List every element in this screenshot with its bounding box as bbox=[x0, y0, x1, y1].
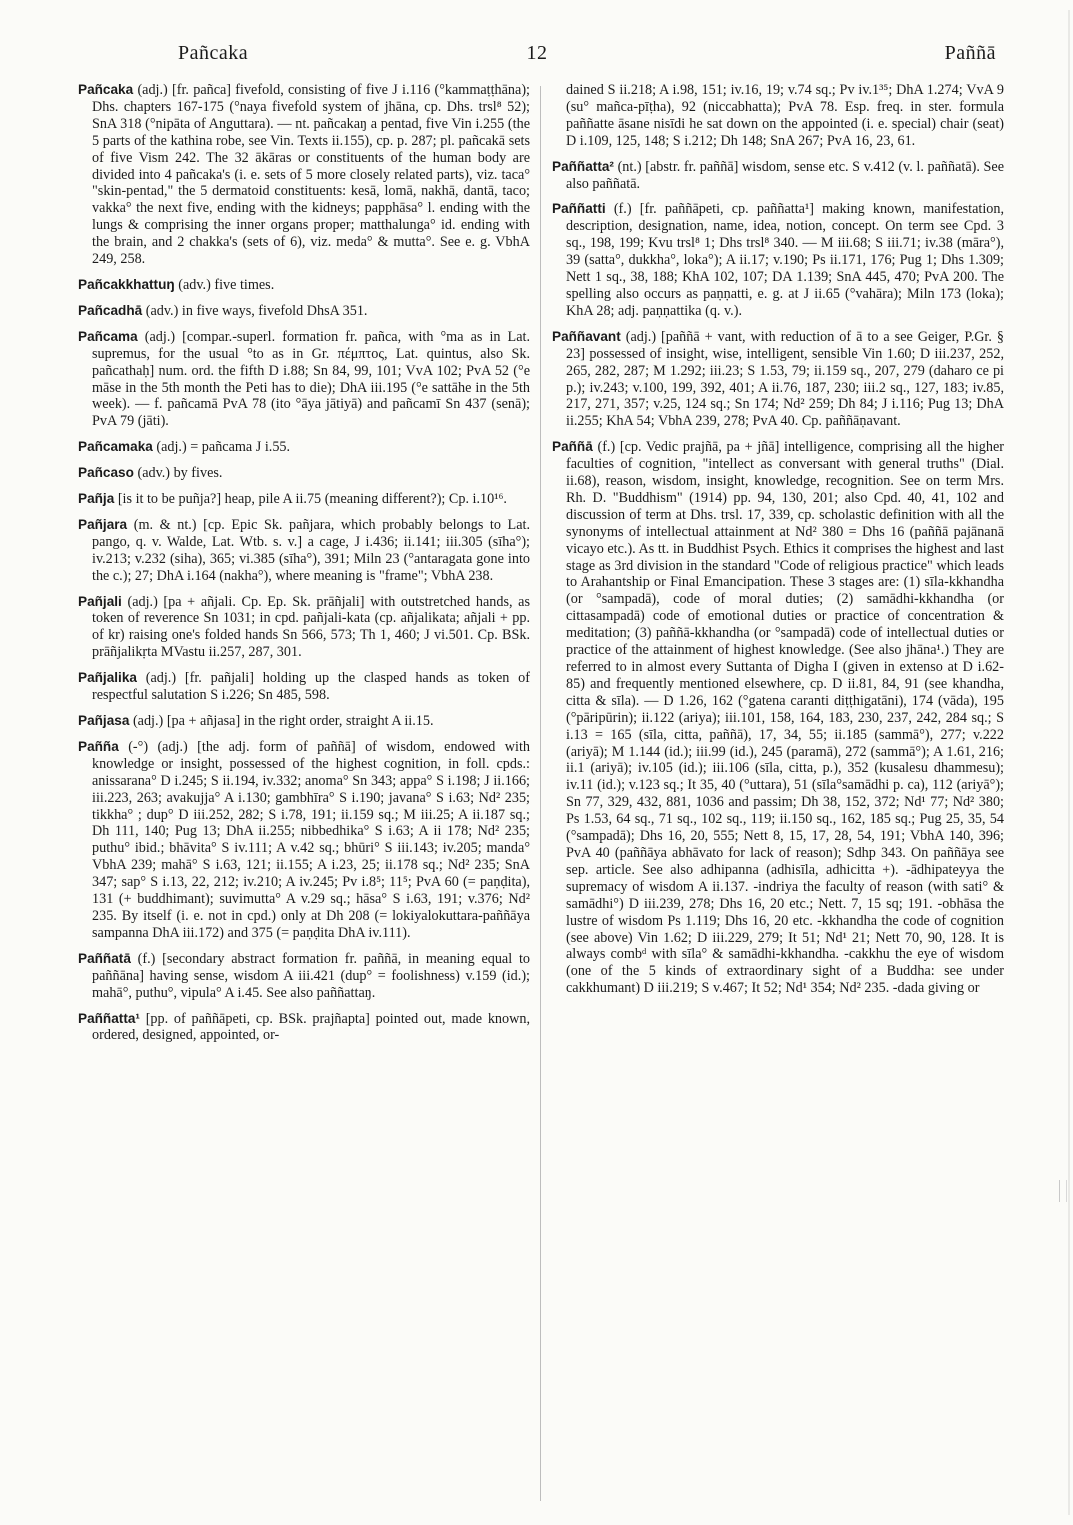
entry-definition: (adj.) [pa + añjali. Cp. Ep. Sk. prāñjali] with outstretched hands, as token of reverence Sn 1031; in cpd. pañjali-kata (cp. añjalikata; añjali + pp. of kr) raising one's folded hands Sn 566, 573; Th 1, 460; J vi.501. Cp. BSk. prāñjalikṛta MVastu ii.257, 287, 301. bbox=[92, 593, 530, 661]
dictionary-entry bbox=[78, 739, 530, 942]
right-column bbox=[552, 82, 1004, 1507]
headword: Pañjara bbox=[78, 516, 128, 532]
scan-artifact bbox=[1059, 1180, 1067, 1202]
dictionary-entry bbox=[78, 517, 530, 585]
left-column bbox=[78, 82, 530, 1507]
headword: Pañcadhā bbox=[78, 302, 143, 318]
entry-definition: (adv.) by fives. bbox=[137, 465, 223, 482]
dictionary-entry bbox=[78, 82, 530, 268]
headword: Pañjasa bbox=[78, 713, 130, 728]
entry-definition: [is it to be puñja?] heap, pile A ii.75 (meaning different?); Cp. i.10¹⁶. bbox=[117, 491, 507, 508]
headword: Pañcamaka bbox=[78, 439, 153, 455]
headword: Paññavant bbox=[552, 328, 621, 344]
headword: Pañcaka bbox=[78, 82, 134, 97]
headword: Pañjalika bbox=[78, 670, 137, 686]
headword: Paññatta¹ bbox=[78, 1010, 140, 1026]
headword: Pañcakkhattuŋ bbox=[78, 276, 175, 292]
headword: Pañjali bbox=[78, 593, 122, 609]
entry-definition: (nt.) [abstr. fr. paññā] wisdom, sense etc. S v.412 (v. l. paññatā). See also paññatā. bbox=[566, 158, 1004, 192]
dictionary-entry bbox=[552, 201, 1004, 319]
dictionary-entry bbox=[78, 951, 530, 1002]
dictionary-entry bbox=[552, 439, 1004, 997]
entry-definition: (adj.) = pañcama J i.55. bbox=[156, 439, 291, 456]
entry-definition: (m. & nt.) [cp. Epic Sk. pañjara, which probably belongs to Lat. pango, q. v. Walde, Lat. Wtb. s. v.] a cage, J i.436; ii.141; iii.305 (sīha°); iv.213; v.232 (siha), 365; vi.385 (sīha°), 391; Miln 23 (°antaragata gone into the c.); 27; DhA i.164 (nakha°), where meaning is "frame"; VbhA 238. bbox=[92, 516, 530, 584]
entry-definition: (adj.) [pa + añjasa] in the right order, straight A ii.15. bbox=[132, 713, 434, 729]
dictionary-entry bbox=[78, 713, 530, 730]
dictionary-entry bbox=[78, 303, 530, 320]
headword: Paññatā bbox=[78, 950, 131, 966]
headword: Pañña bbox=[78, 738, 119, 754]
dictionary-entry bbox=[78, 670, 530, 704]
dictionary-entry bbox=[78, 465, 530, 482]
dictionary-entry bbox=[552, 329, 1004, 430]
entry-definition: [pp. of paññāpeti, cp. BSk. prajñapta] pointed out, made known, ordered, designed, appointed, or- bbox=[92, 1010, 530, 1044]
dictionary-entry bbox=[78, 1011, 530, 1045]
scan-edge bbox=[1068, 10, 1070, 1515]
headword: Pañcama bbox=[78, 328, 138, 344]
dictionary-entry bbox=[78, 594, 530, 662]
headword: Pañja bbox=[78, 491, 115, 507]
entry-definition: (-°) (adj.) [the adj. form of paññā] of wisdom, endowed with knowledge or insight, possessed of the highest cognition, in foll. cpds.: anissarana° D i.245; S ii.194, iv.332; anoma° Sn 343; appa° S i.198; J ii.166; iii.223, 263; avakujja° A i.130; gambhīra° S i.190; javana° S i.63; Nd² 235; tikkha° ; dup° D iii.252, 282; S i.78, 191; ii.159 sq.; M iii.25; A ii.187 sq.; Dh 111, 140; Pug 13; DhA ii.255; nibbedhika° S i.63; A ii 178; Nd² 235; puthu° ibid.; bhāvita° S iv.111; A v.42 sq.; bhūri° S iii.143; iv.205; manda° VbhA 239; mahā° S i.63, 121; ii.155; A i.23, 25; ii.178 sq.; Nd² 235; SnA 347; sap° S i.13, 22, 212; iv.210; A iv.245; Pv i.8⁵; 11⁵; PvA 60 (= paṇḍita), 131 (+ buddhimant); suvimutta° A v.29 sq.; hāsa° S i.63, 191; v.376; Nd² 235. By itself (i. e. not in cpd.) only at Dh 208 (= lokiyalokuttara-paññāya sampanna DhA iii.172) and 375 (= paṇḍita DhA iv.111). bbox=[92, 738, 530, 941]
entry-definition: (f.) [cp. Vedic prajñā, pa + jñā] intelligence, comprising all the higher faculties of cognition, "intellect as conversant with general truths" (Dial. ii.68), reason, wisdom, insight, knowledge, recognition. See on term Mrs. Rh. D. "Buddhism" (1914) pp. 94, 130, 201; also Cpd. 40, 41, 102 and discussion of term at Dhs. trsl. 17, 339, cp. scholastic definition with all the synonyms of intellectual attainment at Nd² 380 = Dhs 16 (paññā pajānanā vicayo etc.). As tt. in Buddhist Psych. Ethics it comprises the highest and last stage as 3rd division in the standard "Code of religious practice" which leads to Arahantship or Final Emancipation. These 3 stages are: (1) sīla-kkhandha (or °sampadā), code of moral duties; (2) samādhi-kkhandha (or cittasampadā) code of emotional duties or practice of concentration & meditation; (3) paññā-kkhandha (or °sampadā) code of intellectual duties or practice of the attainment of highest knowledge. (See also jhāna¹.) They are referred to in almost every Suttanta of Digha I (given in extenso at D i.62-85) and frequently mentioned elsewhere, cp. D ii.81, 84, 91 (see khandha, citta & sīla). — D 1.26, 162 (°gatena caranti diṭṭhigatāni), 174 (vāda), 195 (°pāripūrin); ii.122 (ariya); iii.101, 158, 164, 183, 230, 237, 242, 284 sq.; S i.13 = 165 (sīla, citta, paññā), 17, 34, 55; ii.185 (sammā°), 277; v.222 (ariyā); M 1.144 (id.); iii.99 (id.), 245 (paramā), 272 (sammā°); A 1.61, 216; ii.1 (ariyā); iv.105 (id.); iii.106 (sīla, citta, p.), 352 (kusalesu dhammesu); iv.11 (id.); v.123 sq.; It 35, 40 (°uttara), 51 (sīla°samādhi p. ca), 112 (ariyā°); Sn 77, 329, 432, 881, 1036 and passim; Dh 38, 152, 372; Nd¹ 77; Nd² 380; Ps 1.53, 64 sq., 71 sq., 102 sq., 119; ii.150 sq., 162, 185 sq.; Pug 25, 35, 54 (°sampadā); Dhs 16, 20, 555; Nett 8, 15, 17, 28, 54, 191; VbhA 140, 396; PvA 40 (paññāya abhāvato for lack of reason); Sdhp 343. On paññāya see sep. article. See also adhipanna (adhisīla, adhicitta +). -ādhipateyya the supremacy of wisdom A ii.137. -indriya the faculty of reason (with sati° & samādhi°) D iii.239, 278; Dhs 16, 20 etc.; Nett. 7, 15 sq; 191. -obhāsa the lustre of wisdom Ps 1.119; Dhs 16, 20 etc. -kkhandha the code of cognition (see above) Vin 1.62; D iii.229, 279; It 51; Nd¹ 21; Nett 70, 90, 128. It is always combᵈ with sīla° & samādhi-kkhandha. -cakkhu the eye of wisdom (one of the 5 kinds of extraordinary sight of a Buddha: see under cakkhumant) D iii.219; S v.467; It 52; Nd¹ 354; Nd² 235. -dada giving or bbox=[566, 439, 1004, 997]
left-guide-word: Pañcaka bbox=[178, 42, 249, 64]
entry-definition: (adv.) in five ways, fivefold DhsA 351. bbox=[145, 302, 368, 319]
headword: Pañcaso bbox=[78, 465, 134, 481]
entry-definition: (adv.) five times. bbox=[178, 276, 275, 293]
dictionary-entry bbox=[78, 329, 530, 430]
column-divider bbox=[540, 86, 541, 1501]
right-guide-word: Paññā bbox=[944, 42, 996, 64]
dictionary-entry bbox=[78, 277, 530, 294]
headword: Paññatta² bbox=[552, 158, 614, 174]
dictionary-entry bbox=[78, 491, 530, 508]
page-number: 12 bbox=[526, 42, 548, 64]
headword: Paññatti bbox=[552, 201, 606, 217]
entry-definition: (adj.) [compar.-superl. formation fr. pañca, with °ma as in Lat. supremus, for the usual °to as in Gr. πέμπτος, Lat. quintus, also Sk. pañcathaḥ] num. ord. the fifth D i.88; Sn 84, 99, 101; VvA 102; PvA 52 (°e māse in the 5th month the Peti has to die); DhA iii.195 (°e sattāhe in the 5th week). — f. pañcamā PvA 78 (ito °āya jātiyā) and pañcamī Sn 437 (senā); PvA 79 (jāti). bbox=[92, 328, 530, 430]
entry-definition: (f.) [secondary abstract formation fr. paññā, in meaning equal to paññāna] having sense, wisdom A iii.421 (dup° = foolishness) v.159 (id.); mahā°, puthu°, vipula° A i.45. See also paññattaŋ. bbox=[92, 950, 530, 1001]
dictionary-entry bbox=[78, 439, 530, 456]
dictionary-entry bbox=[552, 82, 1004, 150]
entry-definition: (adj.) [fr. pañca] fivefold, consisting of five J i.116 (°kammaṭṭhāna); Dhs. chapters 167-175 (°naya fivefold system of jhāna, cp. Dhs. trsl⁸ 52); SnA 318 (°nipāta of Anguttara). — nt. pañcakaŋ a pentad, five Vin i.255 (the 5 parts of the kathina robe, see Vin. Texts ii.155), cp. p. 287; pl. pañcakā sets of five Vism 242. The 32 ākāras or constituents of the human body are divided into 4 pañcaka's (i. e. sets of 5 more closely related parts), viz. taca° "skin-pentad," the 5 dermatoid constituents: kesā, lomā, nakhā, dantā, taco; vakka° the next five, ending with the kidneys; papphāsa° l. ending with the lungs & comprising the inner organs proper; matthalunga° id. ending with the brain, and 2 chakka's (sets of 6), viz. meda° & mutta°. See e. g. VbhA 249, 258. bbox=[92, 82, 530, 268]
entry-definition: (adj.) [fr. pañjali] holding up the clasped hands as token of respectful salutation S i.226; Sn 485, 598. bbox=[92, 670, 530, 704]
entry-definition: (f.) [fr. paññāpeti, cp. paññatta¹] making known, manifestation, description, designation, name, idea, notion, concept. On term see Cpd. 3 sq., 198, 199; Kvu trsl⁸ 1; Dhs trsl⁸ 340. — M iii.68; S iii.71; iv.38 (māra°), 39 (satta°, dukkha°, loka°); A ii.17; v.190; Ps ii.171, 176; Pug 1; Dhs 1.309; Nett 1 sq., 38, 188; KhA 102, 107; DA 1.139; SnA 445, 470; PvA 200. The spelling also occurs as paṇṇatti, e. g. at J ii.65 (°vahāra); Miln 173 (loka); KhA 28; adj. paṇṇattika (q. v.). bbox=[566, 201, 1004, 319]
entry-definition: dained S ii.218; A i.98, 151; iv.16, 19; v.74 sq.; Pv iv.1³⁵; DhA 1.274; VvA 9 (su° mañca-pīṭha), 92 (niccabhatta); PvA 78. Esp. freq. in ster. formula paññatte āsane nisīdi he sat down on the appointed (i. e. special) chair (seat) D i.109, 125, 148; S i.212; Dh 148; SnA 267; PvA 16, 23, 61. bbox=[566, 82, 1004, 149]
entry-definition: (adj.) [paññā + vant, with reduction of ā to a see Geiger, P.Gr. § 23] possessed of insight, wise, intelligent, sensible Vin 1.60; D iii.237, 252, 265, 282, 287; M 1.292; iii.23; S 1.53, 79; ii.159 sq., 207, 279 (daharo ce pi p.); iv.243; v.100, 199, 392, 401; A ii.76, 187, 230; iii.2 sq., 127, 183; iv.85, 217, 271, 357; v.25, 124 sq.; Sn 174; Nd² 259; Dh 84; J i.116; Pug 13; DhA ii.255; KhA 54; VbhA 239, 278; PvA 40. Cp. paññāṇavant. bbox=[566, 328, 1004, 430]
headword: Paññā bbox=[552, 439, 593, 455]
page-header bbox=[78, 38, 996, 72]
dictionary-entry bbox=[552, 159, 1004, 193]
